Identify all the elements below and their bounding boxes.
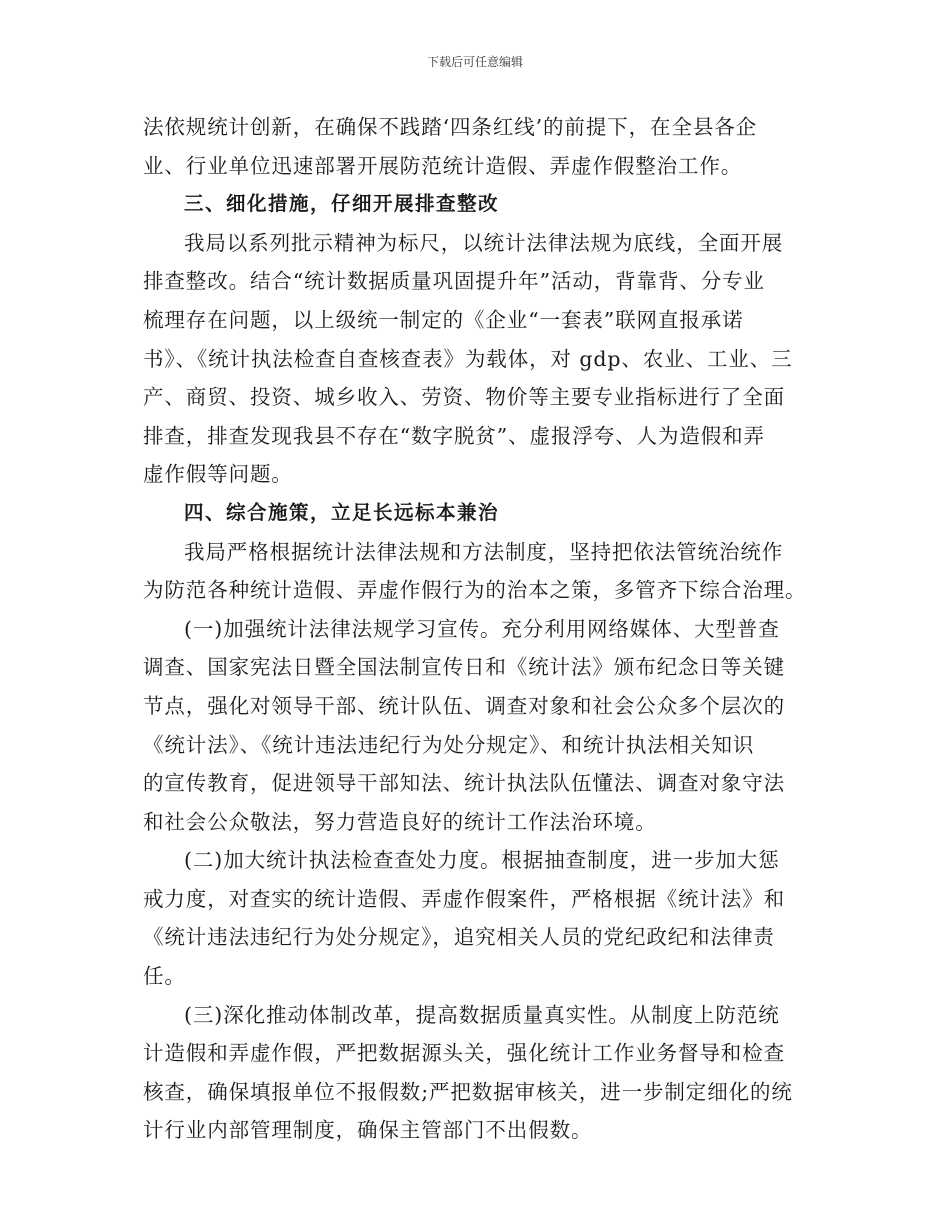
paragraph-line: 的宣传教育，促进领导干部知法、统计执法队伍懂法、调查对象守法 [143, 771, 785, 796]
paragraph-line: 虚作假等问题。 [143, 462, 293, 487]
paragraph-line: 计行业内部管理制度，确保主管部门不出假数。 [143, 1118, 593, 1143]
document-body [143, 108, 808, 1150]
paragraph-line: (二)加大统计执法检查查处力度。根据抽查制度，进一步加大惩 [184, 848, 780, 873]
paragraph-line: 计造假和弄虚作假，严把数据源头关，强化统计工作业务督导和检查 [143, 1041, 785, 1066]
paragraph-line: 法依规统计创新，在确保不践踏‘四条红线’的前提下，在全县各企 [143, 115, 758, 139]
paragraph-line: 梳理存在问题，以上级统一制定的《企业“一套表”联网直报承诺 [143, 307, 744, 332]
paragraph-line: 《统计法》、《统计违法违纪行为处分规定》、和统计执法相关知识 [143, 732, 755, 757]
paragraph-line: 戒力度，对查实的统计造假、弄虚作假案件，严格根据《统计法》和 [143, 886, 785, 911]
section-heading: 三、细化措施，仔细开展排查整改 [184, 192, 500, 216]
paragraph-line: (三)深化推动体制改革，提高数据质量真实性。从制度上防范统 [184, 1002, 780, 1027]
paragraph-line: 为防范各种统计造假、弄虚作假行为的治本之策，多管齐下综合治理。 [143, 578, 807, 603]
paragraph-line: 和社会公众敬法，努力营造良好的统计工作法治环境。 [143, 809, 657, 834]
paragraph-line: 产、商贸、投资、城乡收入、劳资、物价等主要专业指标进行了全面 [143, 385, 785, 410]
paragraph-line: 《统计违法违纪行为处分规定》，追究相关人员的党纪政纪和法律责 [143, 925, 775, 950]
paragraph-line: 调查、国家宪法日暨全国法制宣传日和《统计法》颁布纪念日等关键 [143, 655, 785, 680]
page-header: 下载后可任意编辑 [426, 55, 523, 69]
paragraph-line: 我局以系列批示精神为标尺，以统计法律法规为底线，全面开展 [184, 230, 784, 255]
paragraph-line: (一)加强统计法律法规学习宣传。充分利用网络媒体、大型普查 [184, 616, 780, 641]
paragraph-line: 排查整改。结合“统计数据质量巩固提升年”活动，背靠背、分专业 [143, 269, 765, 294]
paragraph-line: 核查，确保填报单位不报假数;严把数据审核关，进一步制定细化的统 [143, 1079, 793, 1104]
paragraph-line: 节点，强化对领导干部、统计队伍、调查对象和社会公众多个层次的 [143, 693, 785, 718]
paragraph-line: 业、行业单位迅速部署开展防范统计造假、弄虚作假整治工作。 [143, 153, 743, 178]
paragraph-line: 书》、《统计执法检查自查核查表》为载体，对 gdp、农业、工业、三 [143, 346, 793, 371]
paragraph-line: 排查，排查发现我县不存在“数字脱贫”、虚报浮夸、人为造假和弄 [143, 423, 765, 448]
paragraph-line: 任。 [143, 964, 186, 989]
paragraph-line: 我局严格根据统计法律法规和方法制度，坚持把依法管统治统作 [184, 539, 784, 564]
section-heading: 四、综合施策，立足长远标本兼治 [184, 500, 500, 524]
